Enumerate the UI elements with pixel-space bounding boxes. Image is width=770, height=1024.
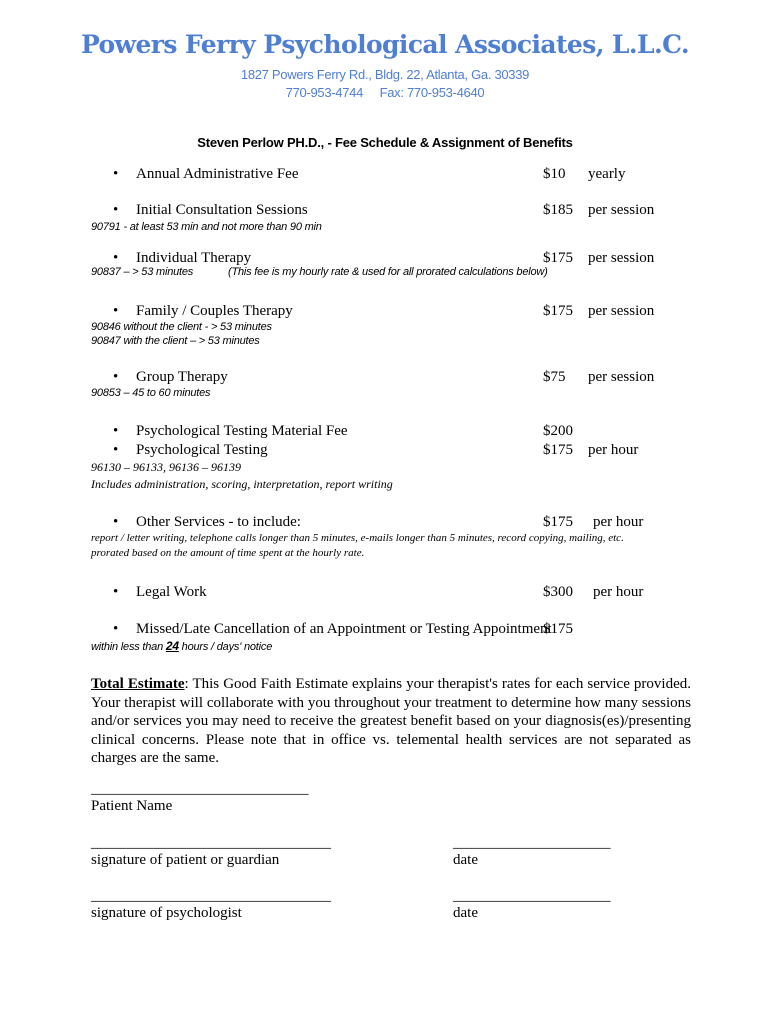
service-price: $175 xyxy=(543,442,573,458)
bullet-icon: • xyxy=(113,584,119,600)
service-name: Annual Administrative Fee xyxy=(136,166,299,182)
service-name: Family / Couples Therapy xyxy=(136,303,293,319)
service-name: Psychological Testing xyxy=(136,442,268,458)
service-price: $175 xyxy=(543,621,573,637)
service-code-note: Includes administration, scoring, interpretation, report writing xyxy=(91,477,393,491)
service-name: Legal Work xyxy=(136,584,207,600)
service-name: Group Therapy xyxy=(136,369,228,385)
service-price: $75 xyxy=(543,369,566,385)
bullet-icon: • xyxy=(113,202,119,218)
service-unit: per session xyxy=(588,303,655,319)
service-price: $300 xyxy=(543,584,573,600)
date-label-1: date xyxy=(453,852,478,868)
service-unit: yearly xyxy=(588,166,626,182)
bullet-icon: • xyxy=(113,514,119,530)
bullet-icon: • xyxy=(113,621,119,637)
service-unit: per hour xyxy=(593,514,644,530)
cancellation-note-pre: within less than xyxy=(91,641,166,653)
total-estimate-paragraph xyxy=(91,675,691,768)
service-price: $175 xyxy=(543,250,573,266)
service-code-note: 96130 – 96133, 96136 – 96139 xyxy=(91,460,241,474)
service-code-note: prorated based on the amount of time spent at the hourly rate. xyxy=(91,547,365,559)
service-unit: per hour xyxy=(593,584,644,600)
service-unit: per hour xyxy=(588,442,639,458)
practice-name: Powers Ferry Psychological Associates, L.L.C. xyxy=(80,30,690,59)
practice-address: 1827 Powers Ferry Rd., Bldg. 22, Atlanta, Ga. 30339 xyxy=(240,67,530,82)
total-estimate-text: : This Good Faith Estimate explains your therapist's rates for each service provided. Your therapist will collaborate with you throughout your treatment to determine how many sessions and/or services you may need to receive the greatest benefit based on your diagnosis(es)/presenting clinical concerns. Please note that in office vs. telemental health services are not separated as charges are the same. xyxy=(91,676,691,766)
cancellation-hours: 24 xyxy=(165,639,179,653)
bullet-icon: • xyxy=(113,166,119,182)
cancellation-note-post: hours / days' notice xyxy=(178,641,273,653)
total-estimate-label: Total Estimate xyxy=(91,676,185,692)
service-code-note: 90847 with the client – > 53 minutes xyxy=(91,335,260,347)
date-line-2[interactable]: _____________________ xyxy=(453,888,611,904)
service-name: Other Services - to include: xyxy=(136,514,301,530)
service-name: Individual Therapy xyxy=(136,250,252,266)
service-code-note: 90837 – > 53 minutes xyxy=(91,266,194,278)
bullet-icon: • xyxy=(113,250,119,266)
cancellation-note xyxy=(91,639,272,653)
patient-name-line[interactable]: _____________________________ xyxy=(91,781,309,797)
service-unit: per session xyxy=(588,202,655,218)
document-title: Steven Perlow PH.D., - Fee Schedule & Assignment of Benefits xyxy=(197,135,573,150)
date-label-2: date xyxy=(453,905,478,921)
bullet-icon: • xyxy=(113,369,119,385)
service-code-note: 90846 without the client - > 53 minutes xyxy=(91,321,272,333)
service-price: $175 xyxy=(543,514,573,530)
bullet-icon: • xyxy=(113,303,119,319)
hourly-rate-note: (This fee is my hourly rate & used for all prorated calculations below) xyxy=(228,266,548,278)
service-code-note: 90853 – 45 to 60 minutes xyxy=(91,387,211,399)
service-unit: per session xyxy=(588,250,655,266)
patient-name-label: Patient Name xyxy=(91,798,173,814)
service-code-note: 90791 - at least 53 min and not more than 90 min xyxy=(91,221,322,233)
psychologist-signature-line[interactable]: ________________________________ xyxy=(91,888,331,904)
service-unit: per session xyxy=(588,369,655,385)
service-name: Psychological Testing Material Fee xyxy=(136,423,348,439)
patient-signature-label: signature of patient or guardian xyxy=(91,852,280,868)
service-code-note: report / letter writing, telephone calls longer than 5 minutes, e-mails longer than 5 minutes, record copying, mailing, etc. xyxy=(91,532,624,544)
service-price: $10 xyxy=(543,166,566,182)
bullet-icon: • xyxy=(113,423,119,439)
service-name: Missed/Late Cancellation of an Appointment or Testing Appointment xyxy=(136,621,552,637)
service-price: $185 xyxy=(543,202,573,218)
bullet-icon: • xyxy=(113,442,119,458)
service-name: Initial Consultation Sessions xyxy=(136,202,308,218)
service-price: $200 xyxy=(543,423,573,439)
date-line-1[interactable]: _____________________ xyxy=(453,835,611,851)
psychologist-signature-label: signature of psychologist xyxy=(91,905,242,921)
patient-signature-line[interactable]: ________________________________ xyxy=(91,835,331,851)
practice-phone-fax: 770-953-4744 Fax: 770-953-4640 xyxy=(285,85,485,100)
service-price: $175 xyxy=(543,303,573,319)
